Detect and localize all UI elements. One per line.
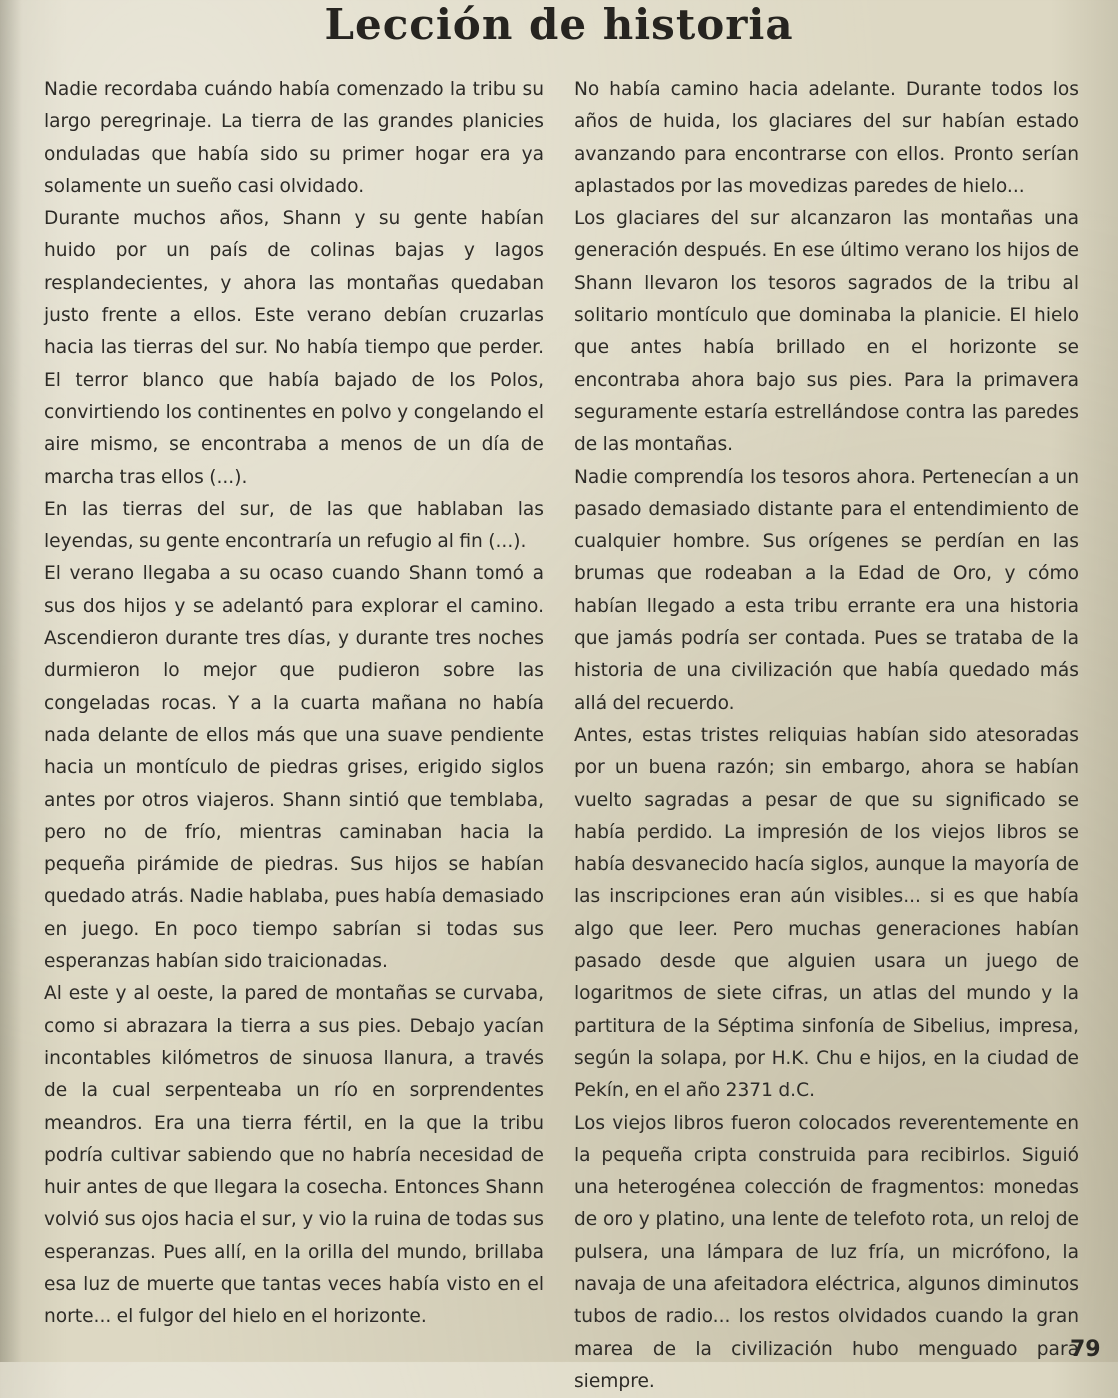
page-number: 79 [1070, 1337, 1101, 1363]
paragraph: Nadie comprendía los tesoros ahora. Pertenecían a un pasado demasiado distante para el entendimiento de cualquier hombre. Sus orígenes se perdían en las brumas que rodeaban a la Edad de Oro, y cómo habían llegado a esta tribu errante era una historia que jamás podría ser contada. Pues se trataba de la historia de una civilización que había quedado más allá del recuerdo. [574, 462, 1079, 720]
right-column [574, 74, 1079, 1398]
paragraph: Los glaciares del sur alcanzaron las montañas una generación después. En ese último verano los hijos de Shann llevaron los tesoros sagrados de la tribu al solitario montículo que dominaba la planicie. El hielo que antes había brillado en el horizonte se encontraba ahora bajo sus pies. Para la primavera seguramente estaría estrellándose contra las paredes de las montañas. [574, 203, 1079, 461]
paragraph: En las tierras del sur, de las que hablaban las leyendas, su gente encontraría un refugio al fin (...). [44, 494, 544, 559]
paragraph: Nadie recordaba cuándo había comenzado la tribu su largo peregrinaje. La tierra de las grandes planicies onduladas que había sido su primer hogar era ya solamente un sueño casi olvidado. [44, 74, 544, 203]
paragraph: El verano llegaba a su ocaso cuando Shann tomó a sus dos hijos y se adelantó para explorar el camino. Ascendieron durante tres días, y durante tres noches durmieron lo mejor que pudieron sobre las congeladas rocas. Y a la cuarta mañana no había nada delante de ellos más que una suave pendiente hacia un montículo de piedras grises, erigido siglos antes por otros viajeros. Shann sintió que temblaba, pero no de frío, mientras caminaban hacia la pequeña pirámide de piedras. Sus hijos se habían quedado atrás. Nadie hablaba, pues había demasiado en juego. En poco tiempo sabrían si todas sus esperanzas habían sido traicionadas. [44, 558, 544, 978]
paragraph: Al este y al oeste, la pared de montañas se curvaba, como si abrazara la tierra a sus pies. Debajo yacían incontables kilómetros de sinuosa llanura, a través de la cual serpenteaba un río en sorprendentes meandros. Era una tierra fértil, en la que la tribu podría cultivar sabiendo que no habría necesidad de huir antes de que llegara la cosecha. Entonces Shann volvió sus ojos hacia el sur, y vio la ruina de todas sus esperanzas. Pues allí, en la orilla del mundo, brillaba esa luz de muerte que tantas veces había visto en el norte... el fulgor del hielo en el horizonte. [44, 978, 544, 1333]
paragraph: Los viejos libros fueron colocados reverentemente en la pequeña cripta construida para recibirlos. Siguió una heterogénea colección de fragmentos: monedas de oro y platino, una lente de telefoto rota, un reloj de pulsera, una lámpara de luz fría, un micrófono, la navaja de una afeitadora eléctrica, algunos diminutos tubos de radio... los restos olvidados cuando la gran marea de la civilización hubo menguado para siempre. [574, 1108, 1079, 1398]
left-column [44, 74, 544, 1334]
paragraph: No había camino hacia adelante. Durante todos los años de huida, los glaciares del sur habían estado avanzando para encontrarse con ellos. Pronto serían aplastados por las movedizas paredes de hielo... [574, 74, 1079, 203]
page-shadow-edge [0, 0, 22, 1362]
chapter-title: Lección de historia [0, 0, 1118, 50]
paragraph: Antes, estas tristes reliquias habían sido atesoradas por un buena razón; sin embargo, ahora se habían vuelto sagradas a pesar de que su significado se había perdido. La impresión de los viejos libros se había desvanecido hacía siglos, aunque la mayoría de las inscripciones eran aún visibles... si es que había algo que leer. Pero muchas generaciones habían pasado desde que alguien usara un juego de logaritmos de siete cifras, un atlas del mundo y la partitura de la Séptima sinfonía de Sibelius, impresa, según la solapa, por H.K. Chu e hijos, en la ciudad de Pekín, en el año 2371 d.C. [574, 720, 1079, 1108]
paragraph: Durante muchos años, Shann y su gente habían huido por un país de colinas bajas y lagos resplandecientes, y ahora las montañas quedaban justo frente a ellos. Este verano debían cruzarlas hacia las tierras del sur. No había tiempo que perder. El terror blanco que había bajado de los Polos, convirtiendo los continentes en polvo y congelando el aire mismo, se encontraba a menos de un día de marcha tras ellos (...). [44, 203, 544, 494]
